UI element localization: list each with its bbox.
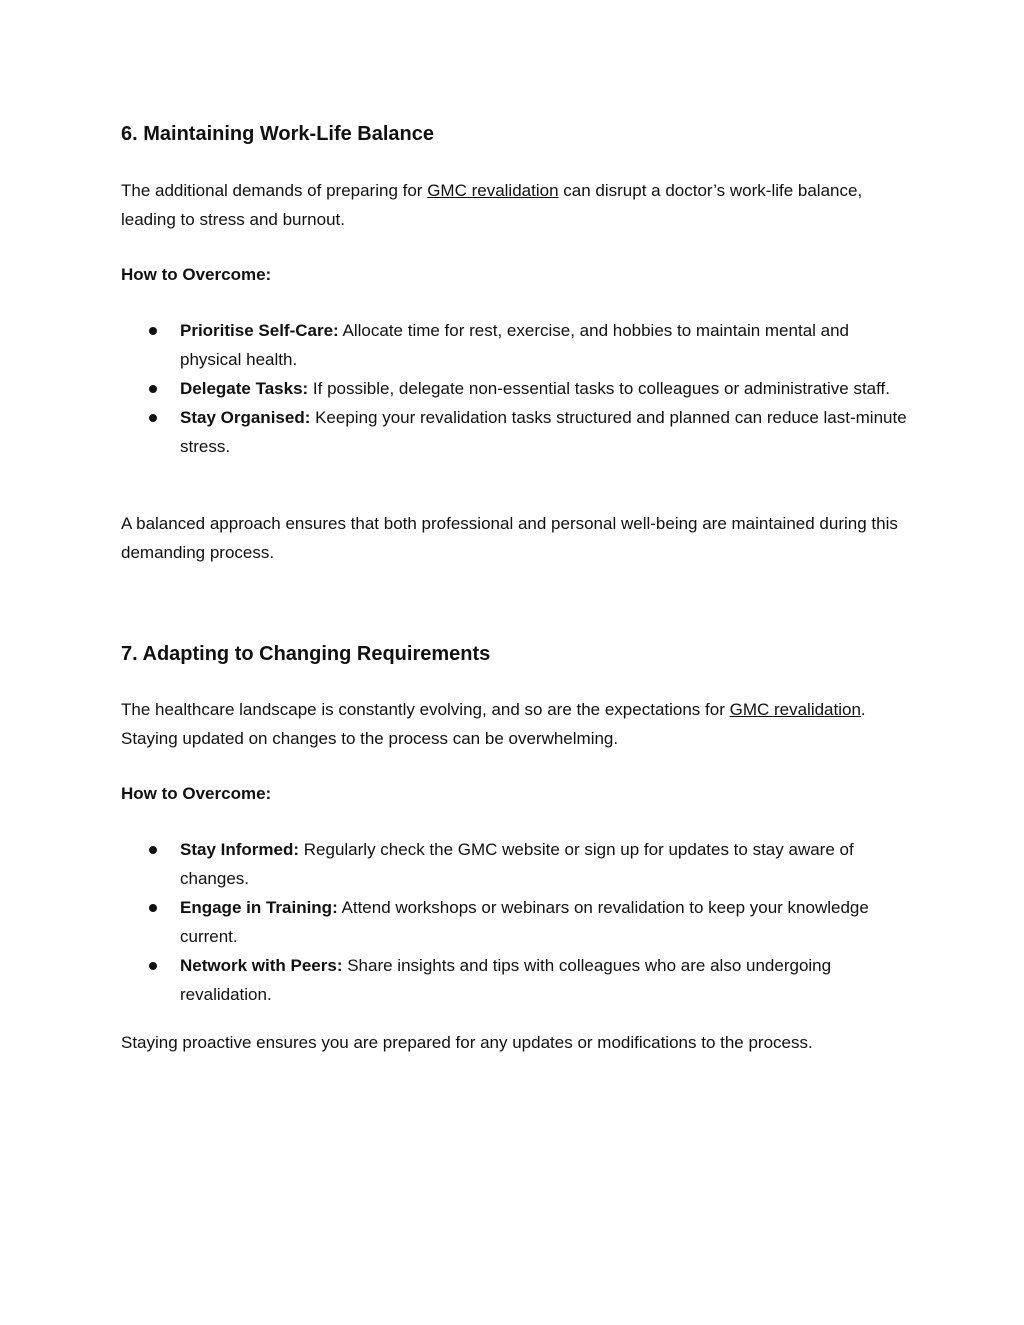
bullet-text: Share insights and tips with colleagues who are also undergoing revalidation. (180, 956, 832, 1004)
section-6-closing: A balanced approach ensures that both professional and personal well-being are maintained during this demanding process. (121, 514, 898, 562)
section-6-bullet-list (121, 316, 911, 461)
list-item (121, 403, 911, 461)
section-6-how-to-overcome-heading: How to Overcome: (121, 265, 272, 284)
section-7-intro-text-start: The healthcare landscape is constantly evolving, and so are the expectations for (121, 700, 730, 719)
bullet-icon (149, 385, 157, 393)
section-7-heading: 7. Adapting to Changing Requirements (121, 643, 491, 665)
list-item (121, 893, 911, 951)
list-item (121, 374, 911, 403)
bullet-icon (149, 327, 157, 335)
section-6-intro-text-start: The additional demands of preparing for (121, 181, 428, 200)
bullet-text: Keeping your revalidation tasks structured and planned can reduce last-minute stress. (180, 408, 907, 456)
gmc-revalidation-link[interactable]: GMC revalidation (427, 181, 559, 200)
list-item (121, 951, 911, 1009)
section-6-heading: 6. Maintaining Work-Life Balance (121, 123, 435, 145)
bullet-text: Regularly check the GMC website or sign up for updates to stay aware of changes. (180, 840, 854, 888)
bullet-icon (149, 414, 157, 422)
bullet-text: Allocate time for rest, exercise, and hobbies to maintain mental and physical health. (180, 321, 850, 369)
bullet-title: Network with Peers: (180, 956, 343, 975)
bullet-icon (149, 962, 157, 970)
section-7-how-to-overcome-heading: How to Overcome: (121, 784, 272, 803)
bullet-text: If possible, delegate non-essential tasks to colleagues or administrative staff. (308, 379, 890, 398)
section-6-intro (121, 176, 911, 234)
section-6-intro-text-end: can disrupt a doctor’s work-life balance, leading to stress and burnout. (121, 181, 863, 229)
gmc-revalidation-link[interactable]: GMC revalidation (729, 700, 861, 719)
bullet-title: Engage in Training: (180, 898, 338, 917)
bullet-icon (149, 846, 157, 854)
bullet-text: Attend workshops or webinars on revalidation to keep your knowledge current. (180, 898, 869, 946)
bullet-title: Stay Informed: (180, 840, 300, 859)
section-7-bullet-list (121, 835, 911, 1009)
bullet-title: Stay Organised: (180, 408, 311, 427)
list-item (121, 835, 911, 893)
section-7-intro-text-end: . Staying updated on changes to the process can be overwhelming. (121, 700, 866, 748)
section-7-closing: Staying proactive ensures you are prepared for any updates or modifications to the process. (121, 1033, 813, 1052)
bullet-title: Prioritise Self-Care: (180, 321, 339, 340)
bullet-icon (149, 904, 157, 912)
bullet-title: Delegate Tasks: (180, 379, 309, 398)
list-item (121, 316, 911, 374)
section-7-intro (121, 695, 911, 753)
